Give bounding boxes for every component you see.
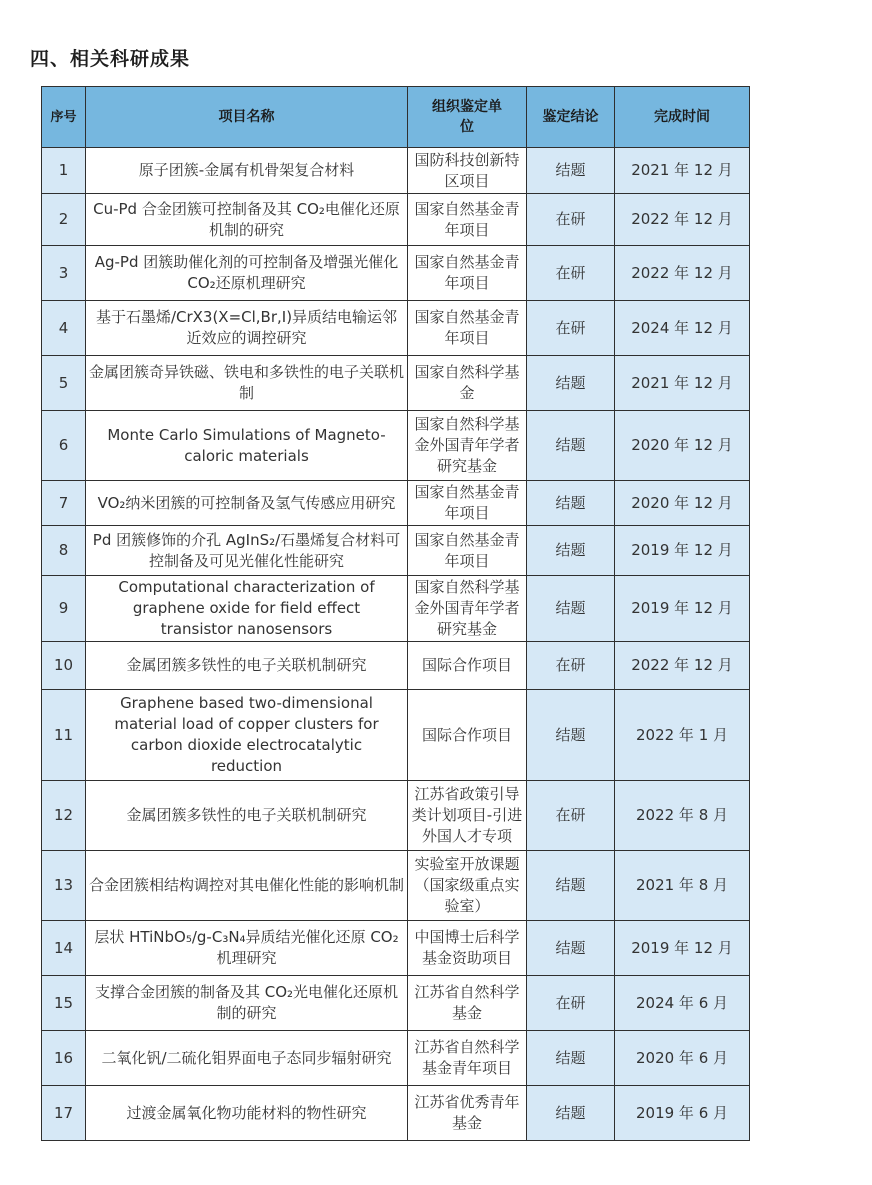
- organization-cell: 国家自然基金青年项目: [408, 301, 527, 356]
- organization-cell: 中国博士后科学基金资助项目: [408, 921, 527, 976]
- table-row: [42, 851, 750, 921]
- project-name-cell: 基于石墨烯/CrX3(X=Cl,Br,I)异质结电输运邻近效应的调控研究: [86, 301, 408, 356]
- conclusion-cell: 在研: [527, 301, 615, 356]
- row-number: 12: [42, 781, 86, 851]
- completion-date-cell: 2021 年 8 月: [615, 851, 750, 921]
- completion-date-cell: 2024 年 6 月: [615, 976, 750, 1031]
- project-name-cell: Monte Carlo Simulations of Magneto-caloric materials: [86, 411, 408, 481]
- header-conclusion: 鉴定结论: [527, 87, 615, 148]
- table-row: [42, 411, 750, 481]
- conclusion-cell: 结题: [527, 576, 615, 642]
- row-number: 14: [42, 921, 86, 976]
- completion-date-cell: 2020 年 12 月: [615, 481, 750, 526]
- row-number: 11: [42, 690, 86, 781]
- organization-cell: 国家自然科学基金外国青年学者研究基金: [408, 411, 527, 481]
- row-number: 13: [42, 851, 86, 921]
- table-row: [42, 576, 750, 642]
- row-number: 1: [42, 148, 86, 194]
- completion-date-cell: 2022 年 12 月: [615, 246, 750, 301]
- table-row: [42, 921, 750, 976]
- completion-date-cell: 2022 年 12 月: [615, 194, 750, 246]
- table-row: [42, 1086, 750, 1141]
- project-name-cell: 层状 HTiNbO₅/g-C₃N₄异质结光催化还原 CO₂机理研究: [86, 921, 408, 976]
- conclusion-cell: 结题: [527, 481, 615, 526]
- organization-cell: 江苏省自然科学基金: [408, 976, 527, 1031]
- completion-date-cell: 2019 年 12 月: [615, 526, 750, 576]
- organization-cell: 江苏省政策引导类计划项目-引进外国人才专项: [408, 781, 527, 851]
- project-name-cell: Pd 团簇修饰的介孔 AgInS₂/石墨烯复合材料可控制备及可见光催化性能研究: [86, 526, 408, 576]
- completion-date-cell: 2021 年 12 月: [615, 148, 750, 194]
- project-name-cell: 金属团簇多铁性的电子关联机制研究: [86, 781, 408, 851]
- completion-date-cell: 2021 年 12 月: [615, 356, 750, 411]
- organization-cell: 江苏省自然科学基金青年项目: [408, 1031, 527, 1086]
- project-name-cell: 过渡金属氧化物功能材料的物性研究: [86, 1086, 408, 1141]
- project-name-cell: Ag-Pd 团簇助催化剂的可控制备及增强光催化 CO₂还原机理研究: [86, 246, 408, 301]
- table-row: [42, 526, 750, 576]
- header-organization: 组织鉴定单位: [408, 87, 527, 148]
- research-results-table: [41, 86, 750, 1141]
- project-name-cell: Graphene based two-dimensional material load of copper clusters for carbon dioxide electrocatalytic reduction: [86, 690, 408, 781]
- header-completion-time: 完成时间: [615, 87, 750, 148]
- project-name-cell: 金属团簇多铁性的电子关联机制研究: [86, 642, 408, 690]
- conclusion-cell: 结题: [527, 356, 615, 411]
- organization-cell: 国家自然科学基金外国青年学者研究基金: [408, 576, 527, 642]
- conclusion-cell: 结题: [527, 1086, 615, 1141]
- completion-date-cell: 2020 年 12 月: [615, 411, 750, 481]
- project-name-cell: 原子团簇-金属有机骨架复合材料: [86, 148, 408, 194]
- completion-date-cell: 2019 年 12 月: [615, 921, 750, 976]
- conclusion-cell: 结题: [527, 411, 615, 481]
- conclusion-cell: 结题: [527, 690, 615, 781]
- completion-date-cell: 2019 年 12 月: [615, 576, 750, 642]
- completion-date-cell: 2019 年 6 月: [615, 1086, 750, 1141]
- project-name-cell: Computational characterization of graphene oxide for field effect transistor nanosensors: [86, 576, 408, 642]
- project-name-cell: 支撑合金团簇的制备及其 CO₂光电催化还原机制的研究: [86, 976, 408, 1031]
- table-row: [42, 356, 750, 411]
- project-name-cell: 合金团簇相结构调控对其电催化性能的影响机制: [86, 851, 408, 921]
- conclusion-cell: 在研: [527, 976, 615, 1031]
- row-number: 6: [42, 411, 86, 481]
- header-row: [42, 87, 750, 148]
- row-number: 16: [42, 1031, 86, 1086]
- row-number: 15: [42, 976, 86, 1031]
- project-name-cell: VO₂纳米团簇的可控制备及氢气传感应用研究: [86, 481, 408, 526]
- organization-cell: 国家自然基金青年项目: [408, 246, 527, 301]
- organization-cell: 实验室开放课题（国家级重点实验室）: [408, 851, 527, 921]
- organization-cell: 江苏省优秀青年基金: [408, 1086, 527, 1141]
- table-row: [42, 481, 750, 526]
- completion-date-cell: 2024 年 12 月: [615, 301, 750, 356]
- project-name-cell: 金属团簇奇异铁磁、铁电和多铁性的电子关联机制: [86, 356, 408, 411]
- row-number: 4: [42, 301, 86, 356]
- organization-cell: 国防科技创新特区项目: [408, 148, 527, 194]
- row-number: 5: [42, 356, 86, 411]
- table-header: [42, 87, 750, 148]
- row-number: 2: [42, 194, 86, 246]
- table-row: [42, 1031, 750, 1086]
- completion-date-cell: 2022 年 8 月: [615, 781, 750, 851]
- table-row: [42, 194, 750, 246]
- conclusion-cell: 在研: [527, 642, 615, 690]
- table-row: [42, 246, 750, 301]
- table-row: [42, 642, 750, 690]
- organization-cell: 国家自然基金青年项目: [408, 526, 527, 576]
- completion-date-cell: 2022 年 1 月: [615, 690, 750, 781]
- table-row: [42, 976, 750, 1031]
- completion-date-cell: 2022 年 12 月: [615, 642, 750, 690]
- organization-cell: 国家自然基金青年项目: [408, 481, 527, 526]
- conclusion-cell: 结题: [527, 851, 615, 921]
- table-row: [42, 690, 750, 781]
- header-number: 序号: [42, 87, 86, 148]
- project-name-cell: 二氧化钒/二硫化钼界面电子态同步辐射研究: [86, 1031, 408, 1086]
- organization-cell: 国际合作项目: [408, 690, 527, 781]
- row-number: 3: [42, 246, 86, 301]
- table-row: [42, 148, 750, 194]
- project-name-cell: Cu-Pd 合金团簇可控制备及其 CO₂电催化还原机制的研究: [86, 194, 408, 246]
- conclusion-cell: 在研: [527, 781, 615, 851]
- row-number: 9: [42, 576, 86, 642]
- conclusion-cell: 在研: [527, 246, 615, 301]
- organization-cell: 国家自然基金青年项目: [408, 194, 527, 246]
- row-number: 17: [42, 1086, 86, 1141]
- conclusion-cell: 在研: [527, 194, 615, 246]
- table-row: [42, 781, 750, 851]
- conclusion-cell: 结题: [527, 148, 615, 194]
- organization-cell: 国际合作项目: [408, 642, 527, 690]
- conclusion-cell: 结题: [527, 1031, 615, 1086]
- conclusion-cell: 结题: [527, 526, 615, 576]
- row-number: 7: [42, 481, 86, 526]
- section-heading: 四、相关科研成果: [30, 48, 191, 70]
- table-row: [42, 301, 750, 356]
- completion-date-cell: 2020 年 6 月: [615, 1031, 750, 1086]
- row-number: 8: [42, 526, 86, 576]
- row-number: 10: [42, 642, 86, 690]
- table-body: [42, 148, 750, 1141]
- organization-cell: 国家自然科学基金: [408, 356, 527, 411]
- header-project-name: 项目名称: [86, 87, 408, 148]
- conclusion-cell: 结题: [527, 921, 615, 976]
